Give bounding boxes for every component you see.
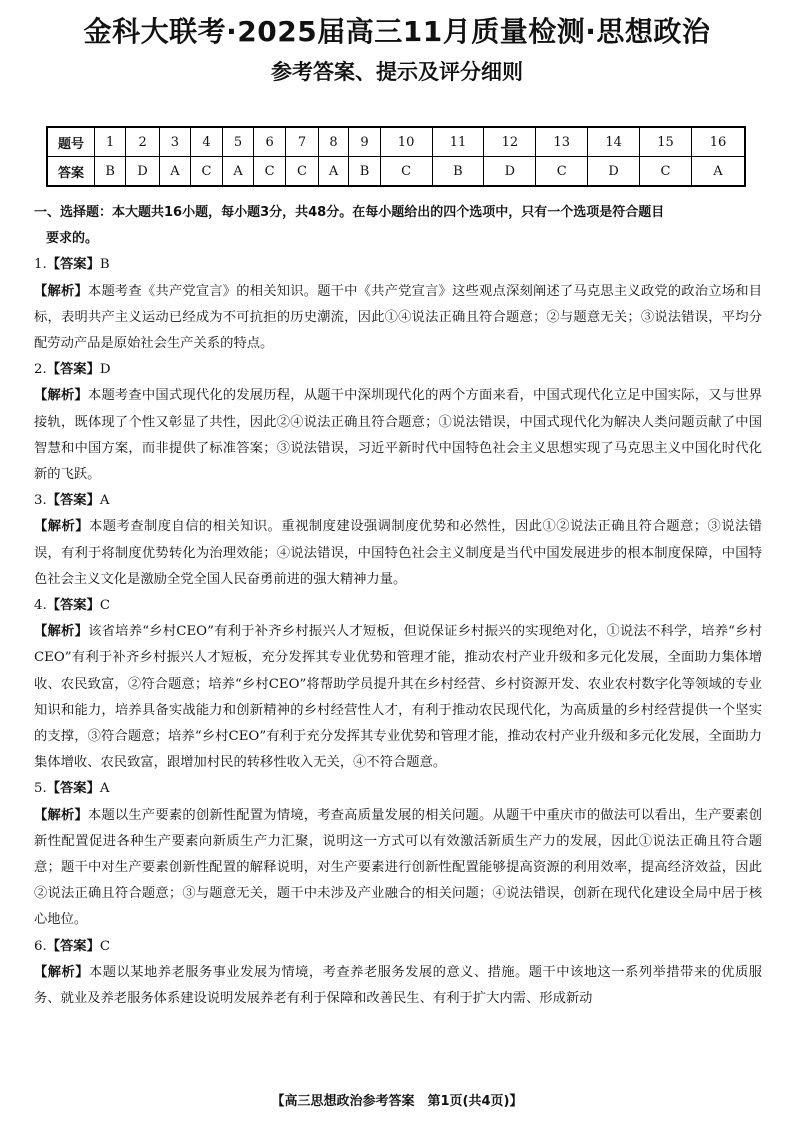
item-analysis [34,514,762,593]
answer-label: 【答案】 [46,493,100,509]
question-number: 12 [484,127,536,157]
answer-cell: A [223,157,254,187]
item-answer [34,776,762,802]
answer-label: 【答案】 [46,257,100,273]
question-number: 6 [253,127,285,157]
analysis-text: 本题以生产要素的创新性配置为情境，考查高质量发展的相关问题。从题干中重庆市的做法可以看出，生产要素创新性配置促进各种生产要素向新质生产力汇聚，说明这一方式可以有效激活新质生产力的发展，因此①说法正确且符合题意；题干中对生产要素创新性配置的解释说明，对生产要素进行创新性配置能够提高资源的利用效率，提高经济效益，因此②说法正确且符合题意；③与题意无关，题干中未涉及产业融合的相关问题；④说法错误，创新在现代化建设全局中居于核心地位。 [34,807,763,928]
question-number: 3 [160,127,191,157]
analysis-label: 【解析】 [34,964,89,980]
item-analysis [34,803,762,934]
answer-cell: D [484,157,536,187]
item-number: 4. [34,598,47,614]
analysis-label: 【解析】 [34,807,88,823]
question-number: 11 [432,127,484,157]
answer-table-answer-row [47,157,745,187]
item-number: 3. [34,493,47,509]
answer-value: B [99,257,110,273]
row-header-answers: 答案 [47,157,95,187]
answer-cell: D [588,157,640,187]
answer-label: 【答案】 [46,362,100,378]
answer-value: C [99,938,111,954]
answer-table [46,126,746,187]
answer-cell: C [190,157,222,187]
item-number: 6. [34,938,47,954]
answer-value: C [99,598,111,614]
analysis-label: 【解析】 [34,283,88,299]
item-number: 1. [34,257,47,273]
answer-cell: A [691,157,745,187]
answer-value: A [99,493,110,509]
question-number: 8 [318,127,349,157]
answer-cell: B [349,157,380,187]
question-number: 1 [95,127,126,157]
answer-table-number-row [47,127,745,157]
item-answer [34,488,762,514]
page-footer: 【高三思想政治参考答案 第1页(共4页)】 [271,1094,523,1109]
item-number: 2. [34,362,47,378]
item-analysis [34,383,762,488]
answer-cell: A [160,157,191,187]
analysis-text: 本题考查中国式现代化的发展历程，从题干中深圳现代化的两个方面来看，中国式现代化立足中国实际，又与世界接轨，既体现了个性又彰显了共性，因此②④说法正确且符合题意；①说法错误，中国式现代化为解决人类问题贡献了中国智慧和中国方案，而非提供了标准答案；③说法错误，习近平新时代中国特色社会主义思想实现了马克思主义中国化时代化新的飞跃。 [34,388,763,483]
question-number: 10 [380,127,432,157]
item-analysis [34,619,762,776]
answer-cell: C [286,157,318,187]
answer-label: 【答案】 [46,938,100,954]
answer-cell: A [318,157,349,187]
row-header-numbers: 题号 [47,127,95,157]
question-number: 9 [349,127,380,157]
section-heading: 一、选择题：本大题共16小题，每小题3分，共48分。在每小题给出的四个选项中，只有一个选项是符合题目 [34,205,665,220]
item-answer [34,357,762,383]
answer-explanations [34,200,762,1012]
question-number: 2 [126,127,160,157]
answer-cell: C [536,157,588,187]
answer-cell: B [432,157,484,187]
answer-label: 【答案】 [46,781,100,797]
question-number: 5 [223,127,254,157]
question-number: 4 [190,127,222,157]
question-number: 13 [536,127,588,157]
analysis-text: 本题考查《共产党宣言》的相关知识。题干中《共产党宣言》这些观点深刻阐述了马克思主义政党的政治立场和目标，表明共产主义运动已经成为不可抗拒的历史潮流，因此①④说法正确且符合题意；②与题意无关；③说法错误，平均分配劳动产品是原始社会生产关系的特点。 [34,283,763,352]
question-number: 15 [640,127,692,157]
item-analysis [34,279,762,358]
answer-cell: D [126,157,160,187]
item-number: 5. [34,781,47,797]
section-heading-continued: 要求的。 [46,231,99,247]
question-number: 14 [588,127,640,157]
analysis-label: 【解析】 [34,624,89,640]
document-subtitle: 参考答案、提示及评分细则 [271,60,523,84]
analysis-label: 【解析】 [34,519,89,535]
item-analysis [34,960,762,1012]
document-title: 金科大联考·2025届高三11月质量检测·思想政治 [83,15,711,48]
item-answer [34,934,762,960]
item-answer [34,252,762,278]
answer-cell: C [253,157,285,187]
answer-value: A [99,781,110,797]
answer-cell: C [380,157,432,187]
question-number: 16 [691,127,745,157]
analysis-text: 本题以某地养老服务事业发展为情境，考查养老服务发展的意义、措施。题干中该地这一系列举措带来的优质服务、就业及养老服务体系建设说明发展养老有利于保障和改善民生、有利于扩大内需、形成新动 [34,964,763,1007]
analysis-label: 【解析】 [34,388,88,404]
answer-label: 【答案】 [46,598,100,614]
analysis-text: 该省培养“乡村CEO”有利于补齐乡村振兴人才短板，但说保证乡村振兴的实现绝对化，①说法不科学，培养“乡村CEO”有利于补齐乡村振兴人才短板，充分发挥其专业优势和管理才能，推动农村产业升级和多元化发展，全面助力集体增收、农民致富，②符合题意；培养“乡村CEO”将帮助学员提升其在乡村经营、乡村资源开发、农业农村数字化等领域的专业知识和能力，培养具备实战能力和创新精神的乡村经营性人才，有利于推动农民现代化，为高质量的乡村经营提供一个坚实的支撑，③符合题意；培养“乡村CEO”有利于充分发挥其专业优势和管理才能，推动农村产业升级和多元化发展，全面助力集体增收、农民致富，跟增加村民的转移性收入无关，④不符合题意。 [34,624,762,771]
item-answer [34,593,762,619]
analysis-text: 本题考查制度自信的相关知识。重视制度建设强调制度优势和必然性，因此①②说法正确且符合题意；③说法错误，有利于将制度优势转化为治理效能；④说法错误，中国特色社会主义制度是当代中国发展进步的根本制度保障，中国特色社会主义文化是激励全党全国人民奋勇前进的强大精神力量。 [34,519,763,587]
answer-value: D [99,362,111,378]
answer-cell: C [640,157,692,187]
question-number: 7 [286,127,318,157]
answer-cell: B [95,157,126,187]
